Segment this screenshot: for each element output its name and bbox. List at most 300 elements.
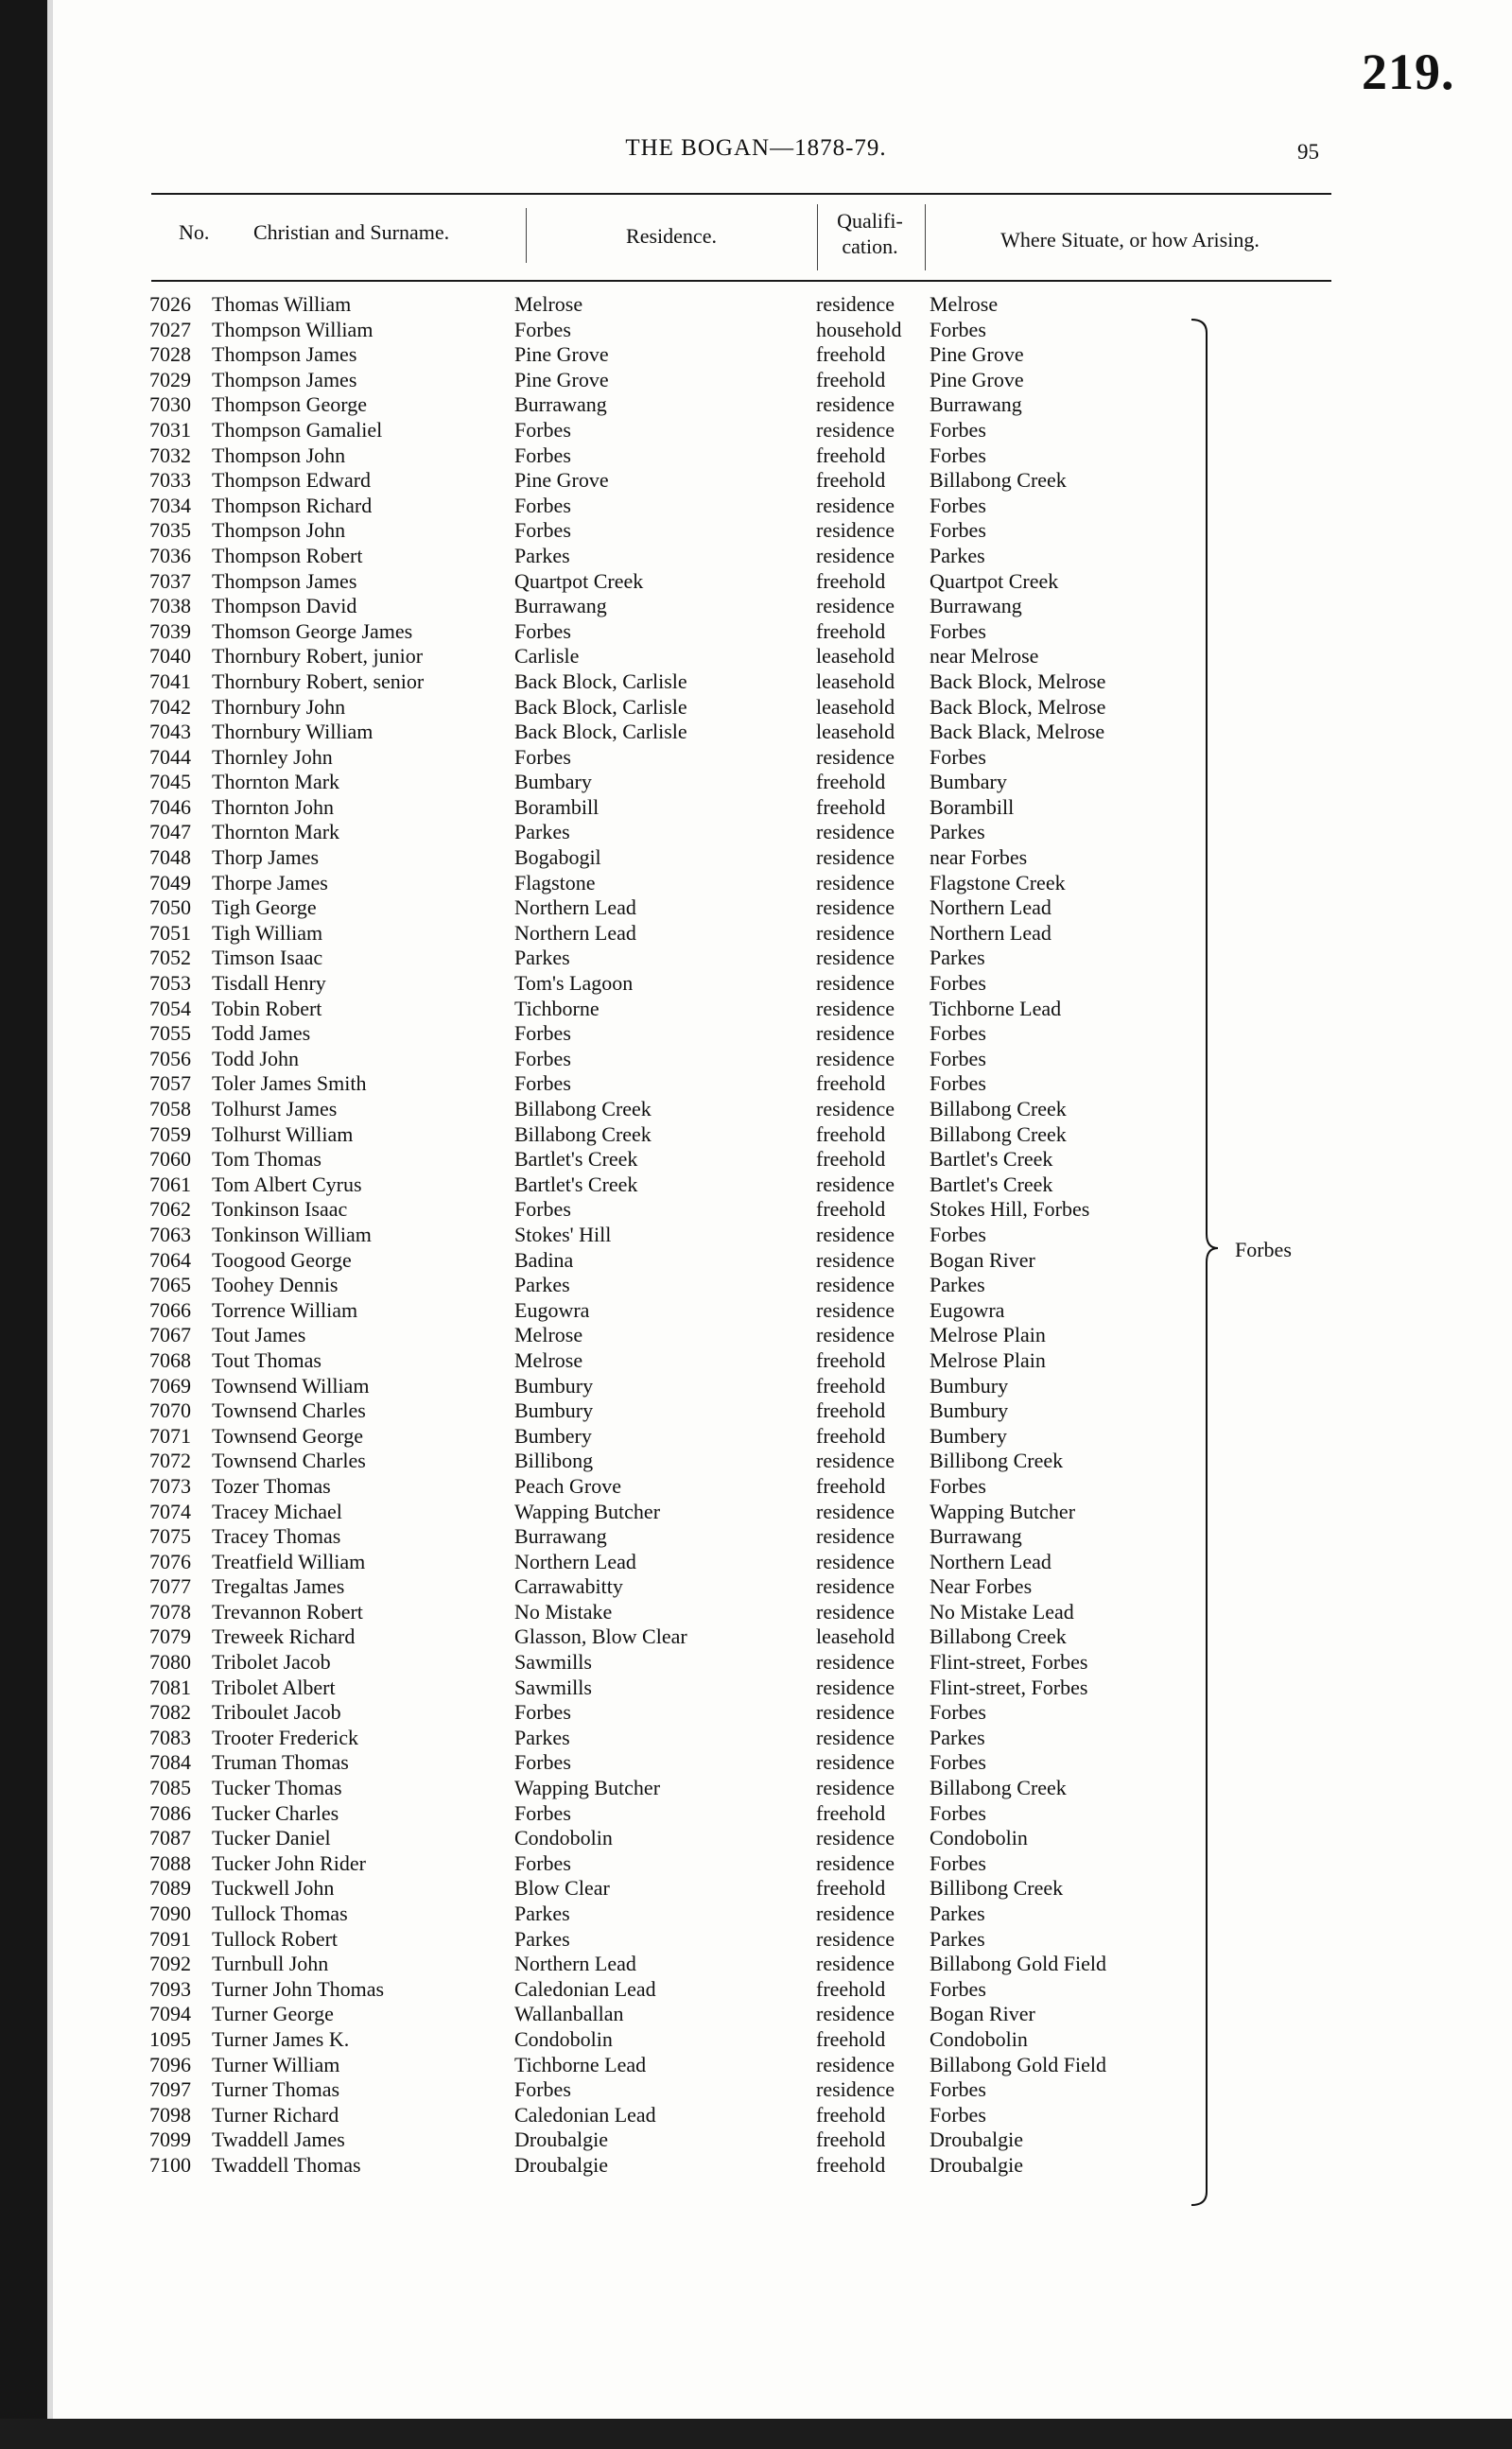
row-residence: Carlisle [514,644,580,669]
row-residence: Wallanballan [514,2002,624,2026]
row-where: Burrawang [930,1524,1022,1549]
table-row [132,1374,1191,1399]
header-name: Christian and Surname. [253,220,450,244]
scan-edge-bottom [0,2419,1512,2449]
row-where: Parkes [930,1725,985,1749]
row-qualification: residence [816,1549,895,1573]
row-where: Forbes [930,1700,986,1725]
row-name: Tregaltas James [212,1574,345,1599]
row-name: Toogood George [212,1247,352,1272]
table-row [132,1952,1191,1977]
right-brace [1190,303,1227,2213]
row-number: 7032 [149,443,191,467]
row-qualification: residence [816,1750,895,1775]
row-number: 7037 [149,568,191,593]
row-qualification: residence [816,1574,895,1599]
row-where: Forbes [930,618,986,643]
row-name: Turner William [212,2052,340,2076]
row-residence: Forbes [514,317,571,341]
row-residence: Blow Clear [514,1876,610,1901]
row-qualification: residence [816,1675,895,1699]
row-where: Burrawang [930,392,1022,417]
row-where: Bartlet's Creek [930,1147,1053,1172]
row-name: Turner John Thomas [212,1976,385,2001]
row-where: Flagstone Creek [930,870,1066,894]
row-where: Borambill [930,794,1015,819]
row-where: Forbes [930,971,986,996]
row-number: 7080 [149,1650,191,1675]
row-number: 7050 [149,895,191,920]
row-number: 7093 [149,1976,191,2001]
row-residence: Carrawabitty [514,1574,623,1599]
table-row [132,871,1191,896]
row-qualification: residence [816,1247,895,1272]
table-row [132,1600,1191,1625]
table-row [132,518,1191,544]
row-qualification: freehold [816,1876,886,1901]
row-residence: Forbes [514,1800,571,1825]
row-name: Turner James K. [212,2026,350,2051]
table-row [132,1574,1191,1600]
row-where: Forbes [930,1800,986,1825]
row-name: Thompson Gamaliel [212,417,383,442]
row-number: 7070 [149,1398,191,1423]
row-residence: Forbes [514,1700,571,1725]
row-residence: Pine Grove [514,468,609,493]
table-row [132,292,1191,318]
table-row [132,1977,1191,2003]
row-number: 7096 [149,2052,191,2076]
table-row [132,494,1191,519]
row-residence: Bartlet's Creek [514,1172,638,1196]
row-qualification: residence [816,1449,895,1473]
row-number: 1095 [149,2026,191,2051]
row-qualification: residence [816,417,895,442]
row-number: 7035 [149,518,191,543]
row-qualification: leasehold [816,1624,895,1649]
table-row [132,2103,1191,2128]
row-name: Thompson George [212,392,367,417]
row-where: Forbes [930,317,986,341]
row-residence: Stokes' Hill [514,1222,612,1246]
row-qualification: residence [816,744,895,769]
row-qualification: residence [816,543,895,567]
row-residence: Forbes [514,1850,571,1875]
table-row [132,1122,1191,1148]
row-name: Tucker Charles [212,1800,339,1825]
row-number: 7044 [149,744,191,769]
row-where: Condobolin [930,1826,1028,1850]
row-number: 7077 [149,1574,191,1599]
header-separator [526,208,527,263]
row-qualification: freehold [816,1071,886,1096]
row-residence: Borambill [514,794,600,819]
row-number: 7047 [149,820,191,844]
row-name: Thomas William [212,292,352,316]
row-qualification: residence [816,1323,895,1347]
row-residence: Bumbury [514,1373,594,1398]
row-number: 7084 [149,1750,191,1775]
table-row [132,1172,1191,1198]
row-number: 7057 [149,1071,191,1096]
row-where: Billabong Creek [930,1097,1067,1120]
table-row [132,1826,1191,1851]
row-name: Tigh George [212,895,317,920]
row-where: Droubalgie [930,2152,1023,2177]
row-name: Townsend George [212,1423,363,1448]
row-qualification: freehold [816,443,886,467]
row-where: Billabong Creek [930,1624,1067,1649]
row-number: 7036 [149,543,191,567]
table-row [132,997,1191,1022]
row-name: Trevannon Robert [212,1599,363,1624]
row-name: Twaddell Thomas [212,2152,361,2177]
row-residence: Condobolin [514,2026,613,2051]
row-number: 7086 [149,1800,191,1825]
row-residence: Burrawang [514,392,607,417]
table-row [132,946,1191,971]
row-name: Thompson Richard [212,493,373,517]
row-qualification: residence [816,895,895,920]
row-residence: Forbes [514,417,571,442]
row-where: Forbes [930,1071,986,1096]
row-qualification: residence [816,518,895,543]
table-row [132,1323,1191,1348]
row-number: 7068 [149,1347,191,1372]
header-top-rule [151,193,1331,195]
row-where: Back Block, Melrose [930,694,1106,719]
header-qualification [823,208,917,259]
row-number: 7046 [149,794,191,819]
row-name: Tolhurst James [212,1097,338,1120]
row-number: 7041 [149,669,191,693]
row-number: 7087 [149,1826,191,1850]
row-residence: Droubalgie [514,2128,608,2152]
row-where: Quartpot Creek [930,568,1059,593]
table-row [132,1726,1191,1751]
row-qualification: freehold [816,1800,886,1825]
row-name: Tobin Robert [212,996,322,1020]
table-row [132,443,1191,469]
row-number: 7075 [149,1524,191,1549]
table-row [132,594,1191,619]
row-where: Forbes [930,1222,986,1246]
row-residence: Caledonian Lead [514,2102,656,2127]
row-qualification: residence [816,2002,895,2026]
row-where: Flint-street, Forbes [930,1650,1088,1675]
table-row [132,1927,1191,1953]
row-number: 7039 [149,618,191,643]
page-number: 95 [1297,140,1319,164]
table-row [132,1650,1191,1676]
row-name: Tonkinson William [212,1222,372,1246]
row-qualification: residence [816,1650,895,1675]
row-name: Thornton Mark [212,820,340,844]
row-number: 7085 [149,1776,191,1800]
row-residence: Back Block, Carlisle [514,669,687,693]
row-name: Thompson James [212,342,357,367]
row-residence: Northern Lead [514,895,636,920]
row-where: near Melrose [930,644,1039,669]
row-number: 7078 [149,1599,191,1624]
row-name: Thomson George James [212,618,413,643]
page-title: THE BOGAN—1878-79. [625,135,887,161]
row-residence: Parkes [514,1926,570,1951]
row-where: Billibong Creek [930,1876,1064,1901]
row-number: 7056 [149,1046,191,1070]
row-number: 7091 [149,1926,191,1951]
row-name: Tout James [212,1323,306,1347]
row-where: Condobolin [930,2026,1028,2051]
row-number: 7074 [149,1499,191,1523]
table-row [132,1550,1191,1575]
row-number: 7073 [149,1473,191,1498]
table-row [132,1424,1191,1450]
row-number: 7030 [149,392,191,417]
row-where: Billabong Creek [930,1776,1067,1800]
row-residence: Bumbery [514,1423,592,1448]
row-number: 7034 [149,493,191,517]
row-qualification: residence [816,1725,895,1749]
header-separator [817,204,818,270]
row-name: Toohey Dennis [212,1273,339,1297]
row-residence: Back Block, Carlisle [514,694,687,719]
row-number: 7026 [149,292,191,316]
row-residence: Parkes [514,543,570,567]
row-name: Tucker Thomas [212,1776,342,1800]
table-row [132,1071,1191,1097]
row-qualification: freehold [816,794,886,819]
row-number: 7038 [149,594,191,618]
row-where: near Forbes [930,845,1028,870]
row-qualification: freehold [816,1373,886,1398]
brace-label: Forbes [1235,1238,1292,1261]
row-qualification: freehold [816,342,886,367]
row-name: Thompson John [212,518,346,543]
row-name: Turnbull John [212,1952,329,1976]
row-where: Bogan River [930,1247,1035,1272]
row-residence: Pine Grove [514,342,609,367]
table-row [132,1801,1191,1827]
row-name: Thornbury William [212,720,374,744]
row-name: Turner George [212,2002,334,2026]
row-qualification: residence [816,1952,895,1976]
row-name: Turner Thomas [212,2077,340,2102]
row-number: 7094 [149,2002,191,2026]
table-row [132,669,1191,695]
row-where: Forbes [930,2077,986,2102]
row-name: Tuckwell John [212,1876,335,1901]
row-name: Thornley John [212,744,333,769]
row-name: Twaddell James [212,2128,345,2152]
row-where: Bogan River [930,2002,1035,2026]
table-row [132,2027,1191,2053]
row-residence: Wapping Butcher [514,1499,661,1523]
row-where: Bumbury [930,1373,1009,1398]
row-residence: Droubalgie [514,2152,608,2177]
row-name: Townsend Charles [212,1398,366,1423]
header-qualification-line1: Qualifi- [837,209,903,233]
header-where: Where Situate, or how Arising. [1000,228,1260,252]
row-number: 7062 [149,1197,191,1222]
row-where: Northern Lead [930,920,1051,945]
row-residence: Condobolin [514,1826,613,1850]
table-row [132,1776,1191,1801]
row-residence: Burrawang [514,1524,607,1549]
row-residence: Sawmills [514,1650,592,1675]
row-number: 7055 [149,1021,191,1046]
row-where: Billabong Gold Field [930,2052,1106,2076]
table-row [132,1876,1191,1902]
table-row [132,1298,1191,1324]
row-residence: Caledonian Lead [514,1976,656,2001]
table-row [132,368,1191,393]
row-name: Trooter Frederick [212,1725,358,1749]
table-row [132,971,1191,997]
row-name: Townsend Charles [212,1449,366,1473]
table-row [132,1624,1191,1650]
row-qualification: freehold [816,1147,886,1172]
row-name: Tom Albert Cyrus [212,1172,362,1196]
row-qualification: residence [816,1046,895,1070]
row-qualification: freehold [816,568,886,593]
row-residence: Billabong Creek [514,1121,652,1146]
header-residence: Residence. [626,224,717,248]
table-row [132,1902,1191,1927]
row-name: Thompson William [212,317,374,341]
row-where: Back Block, Melrose [930,669,1106,693]
row-residence: Tom's Lagoon [514,971,634,996]
row-qualification: freehold [816,1197,886,1222]
table-row [132,644,1191,669]
table-row [132,895,1191,921]
row-qualification: residence [816,392,895,417]
row-residence: Glasson, Blow Clear [514,1624,687,1649]
row-where: Northern Lead [930,895,1051,920]
row-qualification: freehold [816,1398,886,1423]
row-residence: Forbes [514,443,571,467]
row-qualification: residence [816,1297,895,1322]
row-qualification: residence [816,1021,895,1046]
row-name: Truman Thomas [212,1750,349,1775]
row-residence: Peach Grove [514,1473,622,1498]
row-qualification: residence [816,996,895,1020]
row-number: 7076 [149,1549,191,1573]
row-qualification: freehold [816,770,886,794]
stamp-page-number: 219. [1362,43,1455,100]
table-row [132,795,1191,821]
header-no: No. [179,220,210,244]
row-number: 7053 [149,971,191,996]
row-residence: Flagstone [514,870,596,894]
row-name: Thompson James [212,367,357,391]
table-row [132,1223,1191,1248]
row-residence: Forbes [514,1046,571,1070]
row-name: Treatfield William [212,1549,366,1573]
row-residence: Bartlet's Creek [514,1147,638,1172]
row-residence: Forbes [514,493,571,517]
table-row [132,1750,1191,1776]
table-row [132,1021,1191,1047]
row-number: 7028 [149,342,191,367]
row-qualification: residence [816,1172,895,1196]
table-row [132,1147,1191,1172]
row-name: Thornbury Robert, junior [212,644,424,669]
row-where: Forbes [930,744,986,769]
row-name: Thornton Mark [212,770,340,794]
row-where: Bumbery [930,1423,1007,1448]
row-qualification: freehold [816,1473,886,1498]
row-qualification: freehold [816,2102,886,2127]
row-number: 7089 [149,1876,191,1901]
row-name: Thornton John [212,794,334,819]
row-qualification: residence [816,1776,895,1800]
row-where: Northern Lead [930,1549,1051,1573]
row-number: 7027 [149,317,191,341]
row-number: 7098 [149,2102,191,2127]
table-row [132,544,1191,569]
row-residence: Parkes [514,1902,570,1925]
row-qualification: residence [816,971,895,996]
row-residence: Billibong [514,1449,594,1473]
row-residence: Forbes [514,744,571,769]
table-row [132,2128,1191,2153]
row-where: Forbes [930,1473,986,1498]
row-where: Stokes Hill, Forbes [930,1197,1090,1222]
row-qualification: freehold [816,1347,886,1372]
row-residence: Parkes [514,946,570,970]
row-qualification: residence [816,1524,895,1549]
row-number: 7082 [149,1700,191,1725]
row-number: 7054 [149,996,191,1020]
row-residence: Bumbury [514,1398,594,1423]
row-where: Forbes [930,2102,986,2127]
row-name: Townsend William [212,1373,370,1398]
row-where: Forbes [930,518,986,543]
table-row [132,619,1191,645]
row-where: Flint-street, Forbes [930,1675,1088,1699]
table-row [132,2153,1191,2179]
row-qualification: freehold [816,1121,886,1146]
row-where: Forbes [930,1046,986,1070]
table-row [132,820,1191,845]
row-qualification: residence [816,1222,895,1246]
table-row [132,1197,1191,1223]
row-where: Forbes [930,443,986,467]
row-residence: Eugowra [514,1297,590,1322]
row-residence: Badina [514,1247,574,1272]
row-residence: Billabong Creek [514,1097,652,1120]
row-name: Timson Isaac [212,946,323,970]
row-residence: Wapping Butcher [514,1776,661,1800]
row-number: 7066 [149,1297,191,1322]
row-name: Tolhurst William [212,1121,354,1146]
row-number: 7042 [149,694,191,719]
row-name: Todd John [212,1046,299,1070]
row-name: Thompson John [212,443,346,467]
row-where: Parkes [930,1926,985,1951]
row-residence: Quartpot Creek [514,568,644,593]
row-name: Tozer Thomas [212,1473,331,1498]
row-residence: Forbes [514,1071,571,1096]
row-number: 7072 [149,1449,191,1473]
row-name: Tout Thomas [212,1347,322,1372]
scan-edge-left [0,0,47,2449]
table-row [132,2053,1191,2078]
table-row [132,1348,1191,1374]
row-number: 7064 [149,1247,191,1272]
row-residence: Tichborne Lead [514,2052,647,2076]
